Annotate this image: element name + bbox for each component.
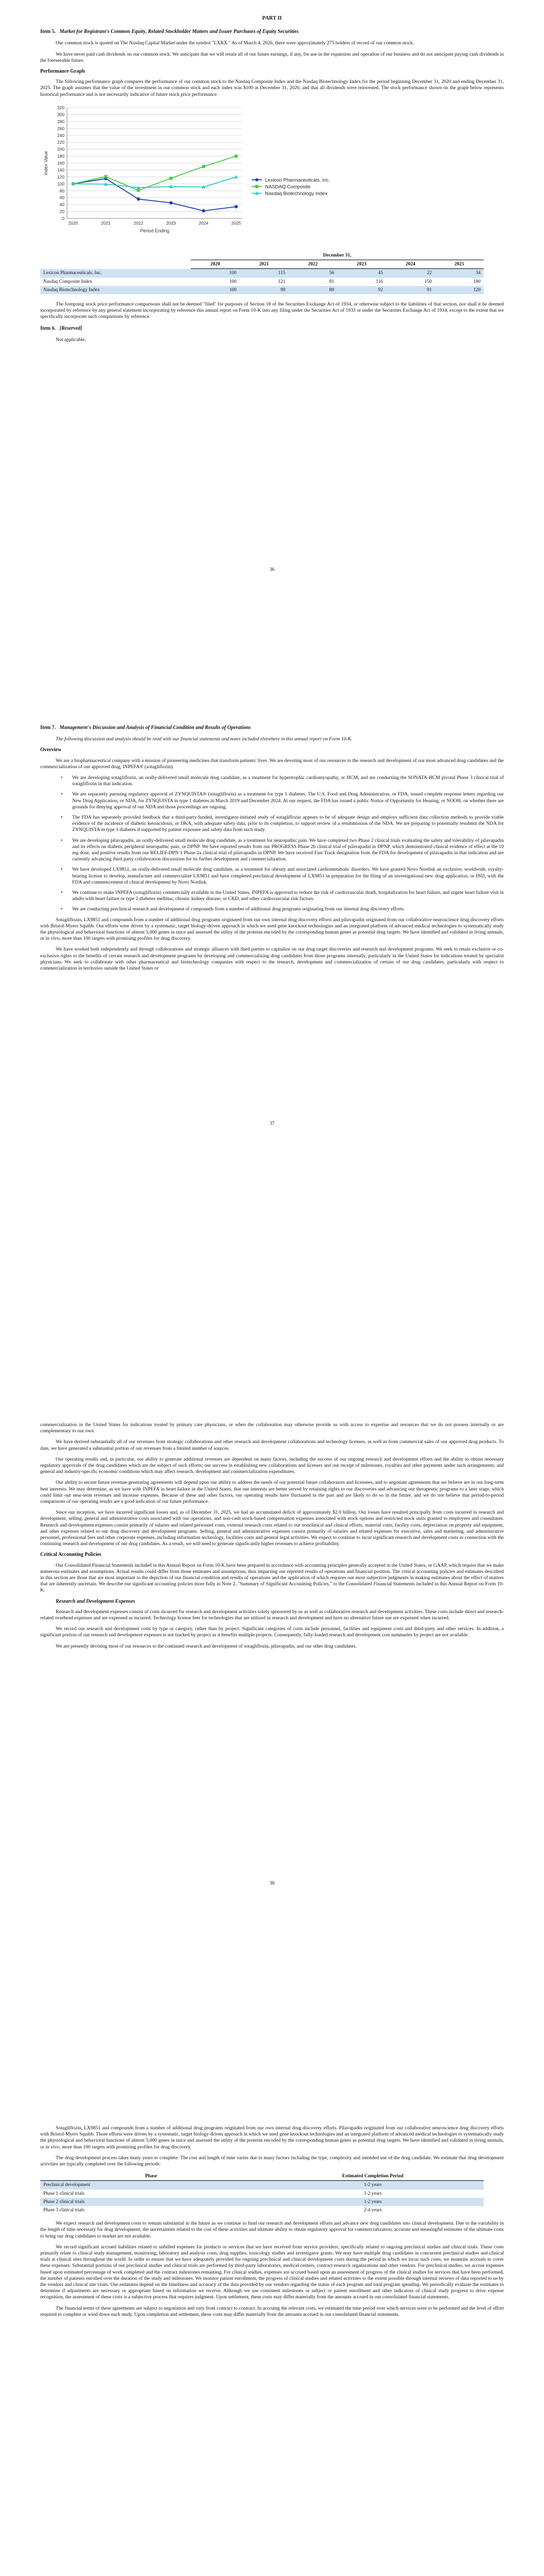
period-cell: 1-2 years <box>364 2191 382 2196</box>
item5-title: Market for Registrant's Common Equity, Related Stockholder Matters and Issuer Purchases of Equity Securities <box>59 29 299 35</box>
legend-label: Nasdaq Biotechnology Index <box>265 191 327 197</box>
performance-table <box>40 251 484 294</box>
value-cell: 34 <box>435 269 484 278</box>
table-row <box>40 286 484 294</box>
y-tick-label: 0 <box>62 215 64 221</box>
paragraph: Our ability to secure future revenue-generating agreements will depend upon our ability to address the needs of our potential future collaborators and licensees, and to negotiate agreements that we believe are in our long-term best interests. We may determine, as we have with INPEFA in heart failure in the United States, that our interests are better served by retaining rights to our discoveries and advancing our therapeutic programs to a later stage, which could limit our near-term revenues and increase expenses. Because of these and other factors, our operating results have fluctuated in the past and are likely to do so in the future, and we do not believe that period-to-period comparisons of our operating results are a good indication of our future performance. <box>40 1480 504 1505</box>
overview-bullet-list <box>40 775 504 913</box>
paragraph: Our Consolidated Financial Statements included in this Annual Report on Form 10-K have been prepared in accordance with accounting principles generally accepted in the United States, or GAAP, which require that we make numerous estimates and assumptions. Actual results could differ from those estimates and assumptions, thus impacting our reported results of operations and financial position. The critical accounting policies and estimates described in this section are those that are most important to the depiction of our financial condition and results of operations and the application of which requires our most subjective judgments in making estimates about the effect of matters that are inherently uncertain. We describe our significant accounting policies more fully in Note 2, "Summary of Significant Accounting Policies," to the Consolidated Financial Statements included in this Annual Report on Form 10-K. <box>40 1562 504 1594</box>
item6-number: Item 6. <box>40 325 56 331</box>
mdna-intro: The following discussion and analysis should be read with our financial statements and notes included elsewhere in this annual report on Form 10-K. <box>56 736 353 742</box>
overview-heading: Overview <box>40 747 62 753</box>
data-point <box>137 197 140 200</box>
year-column-header: 2020 <box>191 260 240 269</box>
period-column-header: Estimated Completion Period <box>262 2172 484 2181</box>
period-cell: 2-4 years <box>364 2208 382 2213</box>
phase-cell: Phase 3 clinical trials <box>43 2208 85 2213</box>
value-cell: 120 <box>435 286 484 294</box>
value-cell: 92 <box>337 286 386 294</box>
table-row <box>40 2206 484 2214</box>
value-cell: 100 <box>229 279 237 284</box>
paragraph: The drug development process takes many years to complete. The cost and length of time varies due to many factors including the type, complexity and intended use of the drug candidate. We estimate that drug development activities are typically completed over the following periods: <box>40 2155 504 2167</box>
data-point <box>202 209 205 212</box>
row-label: Lexicon Pharmaceuticals, Inc. <box>40 269 191 278</box>
phase-cell: Preclinical development <box>40 2181 262 2190</box>
x-tick-label: 2020 <box>68 220 78 226</box>
x-tick-label: 2021 <box>101 220 111 226</box>
y-tick-label: 300 <box>57 112 64 117</box>
data-point <box>104 175 107 178</box>
table-row <box>40 2198 484 2206</box>
list-item: • We are developing sotagliflozin, an orally-delivered small molecule drug candidate, as a treatment for hypertrophic cardiomyopathy, or HCM, and are conducting the SONATA-HCM pivotal Phase 3 clinical trial of sotagliflozin in that indication. <box>72 775 504 787</box>
data-point <box>137 189 140 192</box>
year-column-header: 2025 <box>435 260 484 269</box>
phase-cell: Phase 1 clinical trials <box>43 2191 85 2196</box>
x-tick-label: 2023 <box>166 220 176 226</box>
paragraph: We expect research and development costs to remain substantial in the future as we continue to fund our research and development efforts and advance new drug candidates into clinical development. Due to the variability in the length of time necessary for drug development, the uncertainties related to the cost of these activities and ultimate ability to obtain regulatory approval for commercialization, accurate and meaningful estimates of the ultimate costs to bring our drug candidates to market are not available. <box>40 2221 504 2239</box>
year-column-header: 2023 <box>337 260 386 269</box>
value-cell: 81 <box>329 279 334 284</box>
item6-title: [Reserved] <box>59 325 83 331</box>
y-tick-label: 180 <box>57 153 64 159</box>
row-label: Nasdaq Composite Index <box>43 279 92 284</box>
y-tick-label: 60 <box>59 195 64 200</box>
y-tick-label: 280 <box>57 118 64 124</box>
item7-number: Item 7. <box>40 725 56 731</box>
y-tick-label: 140 <box>57 167 64 173</box>
period-cell: 1-2 years <box>262 2198 484 2206</box>
series-line <box>73 179 236 211</box>
year-column-header: 2021 <box>240 260 289 269</box>
value-cell: 56 <box>288 269 337 278</box>
value-cell: 89 <box>288 286 337 294</box>
page-number: 38 <box>269 1880 275 1886</box>
value-cell: 180 <box>473 279 481 284</box>
paragraph: Our common stock is quoted on The Nasdaq Capital Market under the symbol "LXRX." As of March 4, 2026, there were approximately 275 holders of record of our common stock. <box>56 40 414 46</box>
page-39 <box>0 2110 544 2576</box>
legend-marker <box>255 185 258 188</box>
data-point <box>169 201 172 204</box>
item5-number: Item 5. <box>40 29 56 35</box>
list-item: • We are conducting preclinical research and development of compounds from a number of additional drug programs originating from our internal drug discovery efforts. <box>72 906 504 912</box>
paragraph: Research and development expenses consist of costs incurred for research and development activities solely sponsored by us as well as collaborative research and development activities. These costs include direct and research-related overhead expenses and are expensed as incurred. Technology license fees for technologies that are utilized in research and development and have no alternative future use are expensed when incurred. <box>40 1608 504 1621</box>
paragraph: Since our inception, we have incurred significant losses and, as of December 31, 2025, we had an accumulated deficit of approximately $2.0 billion. Our losses have resulted principally from costs incurred in research and development, selling, general and administrative costs associated with our operations, and non-cash stock-based compensation expenses associated with stock options and restricted stock units granted to employees and consultants. Research and development expenses consist primarily of salaries and related personnel costs, external research costs related to our nonclinical and clinical efforts, material costs, facility costs, depreciation on property and equipment, and other expenses related to our drug discovery and development programs. Selling, general and administrative expenses consist primarily of salaries and related expenses for executive, sales and marketing, and administrative personnel, professional fees and other corporate expenses, including information technology, facilities costs and general legal activities. We expect to continue to incur significant research and development costs in connection with the continuing research and development of our drug candidates. As a result, we will need to generate significantly higher revenues to achieve profitability. <box>40 1510 504 1547</box>
value-cell: 99 <box>240 286 289 294</box>
value-cell: 91 <box>386 286 435 294</box>
paragraph: We have never paid cash dividends on our common stock. We anticipate that we will retain all of our future earnings, if any, for use in the expansion and operation of our business and do not anticipate paying cash dividends in the foreseeable future. <box>40 51 504 63</box>
data-point <box>235 155 238 158</box>
paragraph: commercialization in the United States for indications treated by primary care physicians, or when the collaboration may otherwise provide us with access to expertise and resources that we do not possess internally or are complementary to our own. <box>40 1422 504 1434</box>
item7-heading <box>40 725 504 731</box>
performance-chart-svg <box>40 103 401 244</box>
paragraph: We record significant accrued liabilities related to unbilled expenses for products or services that we have received from service providers, specifically related to ongoing preclinical studies and clinical trials. These costs primarily relate to clinical study management, monitoring, laboratory and analysis costs, drug supplies, toxicology studies and investigator grants. We may have multiple drug candidates in concurrent preclinical studies and clinical trials at clinical sites throughout the world. In order to ensure that we have adequately provided for ongoing preclinical and clinical development costs during the period in which we incur such costs, we maintain accruals to cover these expenses. Substantial portions of our preclinical studies and clinical trials are performed by third-party laboratories, medical centers, contract research organizations and other vendors. For preclinical studies, we accrue expenses based upon estimated percentage of work completed and the contract milestones remaining. For clinical studies, expenses are accrued based upon an assessment of progress of the clinical studies for services that have been performed, the number of patients enrolled over the duration of the study and milestones. We monitor patient enrollment, the progress of clinical studies and related activities to the extent possible through internal reviews of data reported to us by the vendors and clinical site visits. Our estimates depend on the timeliness and accuracy of the data provided by our vendors regarding the status of each program and total program spending. We periodically evaluate the estimates to determine if adjustments are necessary or appropriate based on information we receive. Although we use consistent milestones or subject or patient enrollment and other indicators of clinical study progress to drive expense recognition, the assessment of these costs is a subjective process that requires judgment. Upon settlement, these costs may differ materially from the amounts accrued in our consolidated financial statements. <box>40 2244 504 2300</box>
page-36 <box>0 0 544 703</box>
paragraph: Not applicable. <box>56 336 86 343</box>
phase-table <box>40 2172 484 2214</box>
list-item: • We continue to make INPEFA (sotagliflozin) commercially available in the United States. INPEFA is approved to reduce the risk of cardiovascular death, hospitalization for heart failure, and urgent heart failure visit in adults with heart failure or type 2 diabetes mellitus, chronic kidney disease, or CKD, and other cardiovascular risk factors. <box>72 890 504 902</box>
paragraph: We are a biopharmaceutical company with a mission of pioneering medicines that transform patients' lives. We are devoting most of our resources to the research and development of our most advanced drug candidates and the commercialization of our approved drug, INPEFA® (sotagliflozin). <box>40 757 504 770</box>
critical-accounting-heading: Critical Accounting Policies <box>40 1552 102 1558</box>
value-cell: 150 <box>424 279 432 284</box>
paragraph: We have worked both independently and through collaborations and strategic alliances with third parties to capitalize on our drug target discoveries and research and development programs. We seek to retain exclusive or co-exclusive rights to the benefits of certain research and development programs by developing and commercializing drug candidates from those programs internally, particularly in the United States for indications treated by specialist physicians. We seek to collaborate with other pharmaceutical and biotechnology companies with respect to the research, development and commercialization of certain of our drug candidates, particularly with respect to commercialization in territories outside the United States or <box>40 946 504 972</box>
list-item: • We are separately pursuing regulatory approval of ZYNQUISTA® (sotagliflozin) as a treatment for type 1 diabetes. The U.S. Food and Drug Administration, or FDA, issued complete response letters regarding our New Drug Application, or NDA, for ZYNQUISTA in type 1 diabetes in March 2019 and December 2024. At our request, the FDA has issued a public Notice of Opportunity for Hearing, or NOOH, on whether there are grounds for denying approval of our NDA and those proceedings are ongoing. <box>72 791 504 810</box>
paragraph: We have derived substantially all of our revenues from strategic collaborations and other research and development collaborations and technology licenses, as well as from commercial sales of our approved drug products. To date, we have generated a substantial portion of our revenues from a limited number of sources. <box>40 1439 504 1451</box>
legend-marker <box>255 178 258 181</box>
rd-expenses-heading: Research and Development Expenses <box>56 1598 136 1604</box>
paragraph: The financial terms of these agreements are subject to negotiation and vary from contract to contract. In accruing the relevant costs, we estimated the time period over which services were to be performed and the level of effort required to complete or wind down each study. Upon completion and settlement, these costs may differ materially from the amounts accrued in our consolidated financial statements. <box>40 2305 504 2317</box>
legend-label: NASDAQ Composite <box>265 184 311 190</box>
table-span-header: December 31, <box>191 251 484 260</box>
y-tick-label: 240 <box>57 132 64 138</box>
page-38 <box>0 1406 544 2110</box>
value-cell: 100 <box>191 269 240 278</box>
phase-column-header: Phase <box>40 2172 262 2181</box>
y-tick-label: 260 <box>57 126 64 131</box>
y-tick-label: 320 <box>57 105 64 110</box>
y-tick-label: 120 <box>57 174 64 180</box>
y-tick-label: 200 <box>57 146 64 152</box>
table-row <box>40 269 484 278</box>
value-cell: 100 <box>191 286 240 294</box>
year-column-header: 2022 <box>288 260 337 269</box>
paragraph: Sotagliflozin, LX9851 and compounds from a number of additional drug programs originated from our own internal drug discovery efforts and pilavapadin originated from our collaborative neuroscience drug discovery efforts with Bristol-Myers Squibb. Our efforts were driven by a systematic, target biology-driven approach in which we used gene knockout technologies and an integrated platform of advanced medical technologies to systematically study the physiological and behavioral functions of almost 5,000 genes in mice and assessed the utility of the proteins encoded by the corresponding human genes as potential drug targets. We have identified and validated in living animals, or in vivo, more than 100 targets with promising profiles for drug discovery. <box>40 917 504 942</box>
paragraph: We record our research and development costs by type or category, rather than by project. Significant categories of costs include personnel, facilities and equipment costs and third-party and other services. In addition, a significant portion of our research and development expenses is not tracked by project as it benefits multiple projects. Consequently, fully-loaded research and development cost summaries by project are not available. <box>40 1626 504 1638</box>
value-cell: 121 <box>278 279 286 284</box>
performance-chart <box>40 103 401 246</box>
value-cell: 45 <box>337 269 386 278</box>
item5-heading <box>40 29 504 35</box>
x-axis-label: Period Ending <box>140 228 170 233</box>
item7-title: Management's Discussion and Analysis of Financial Condition and Results of Operations <box>59 725 251 731</box>
paragraph: We are presently devoting most of our resources to the continued research and development of sotagliflozin, pilavapadin, and our other drug candidates. <box>56 1643 357 1649</box>
part-title: PART II <box>262 15 282 21</box>
data-point <box>170 177 173 180</box>
list-item: • The FDA has separately provided feedback that a third-party-funded, investigator-initiated study of sotagliflozin appears to be of adequate design and employs sufficient data collection methods to provide viable evidence of the incidence of diabetic ketoacidosis, or DKA, with adequate safety data, prior to its completion, to support review of a resubmission of the NDA. We are preparing to potentially resubmit the NDA for ZYNQUISTA in type 1 diabetes if supported by patient exposure and safety data from such study. <box>72 815 504 834</box>
y-tick-label: 220 <box>57 140 64 145</box>
list-item: • We have developed LX9851, an orally-delivered small molecule drug candidate, as a treatment for obesity and associated cardiometabolic disorders. We have granted Novo Nordisk an exclusive, worldwide, royalty-bearing license to develop, manufacture and commercialize LX9851 and have completed preclinical development of LX9851 in preparation for the filing of an investigational new drug application, or IND, with the FDA and commencement of clinical development by Novo Nordisk. <box>72 867 504 886</box>
value-cell: 22 <box>386 269 435 278</box>
legend-label: Lexicon Pharmaceuticals, Inc. <box>265 177 331 183</box>
y-tick-label: 160 <box>57 160 64 166</box>
y-tick-label: 20 <box>59 209 64 214</box>
data-point <box>235 205 238 208</box>
series-line <box>73 156 236 191</box>
y-axis-label: Index Value <box>43 150 48 175</box>
paragraph: Our operating results and, in particular, our ability to generate additional revenues are dependent on many factors, including the success of our ongoing research and development efforts and the ability to obtain necessary regulatory approvals of the drug candidates which are the subject of such efforts; our success in establishing new collaborations and licenses and our receipt of milestones, royalties and other payments under such arrangements; and general and industry-specific economic conditions which may affect research, development and commercialization expenditures. <box>40 1456 504 1475</box>
x-tick-label: 2025 <box>231 220 241 226</box>
item6-heading <box>40 326 504 332</box>
row-label: Nasdaq Biotechnology Index <box>40 286 191 294</box>
paragraph: The following performance graph compares the performance of our common stock to the Nasdaq Composite Index and the Nasdaq Biotechnology Index for the period beginning December 31, 2020 and ending December 31, 2025. The graph assumes that the value of the investment in our common stock and each index was $100 at December 31, 2020, and that all dividends were reinvested. The stock performance shown on the graph below represents historical performance and is not necessarily indicative of future stock price performance. <box>40 79 504 97</box>
y-tick-label: 80 <box>59 188 64 194</box>
x-tick-label: 2024 <box>199 220 209 226</box>
list-item: • We are developing pilavapadin, an orally-delivered small molecule drug candidate, as a treatment for neuropathic pain. We have completed two Phase 2 clinical trials evaluating the safety and tolerability of pilavapadin and its effects on diabetic peripheral neuropathic pain, or DPNP. We have reported results from our PROGRESS Phase 2b clinical trial of pilavapadin in DPNP, which demonstrated clinical evidence of effect at the 10 mg dose, and positive results from our RELIEF-DPN 1 Phase 2a clinical trial of pilavapadin in DPNP. We have received Fast Track designation from the FDA for development of pilavapadin in that indication and are currently advancing third party collaboration discussions for its further development and commercialization. <box>72 838 504 863</box>
x-tick-label: 2022 <box>133 220 143 226</box>
table-row <box>40 278 484 286</box>
value-cell: 115 <box>240 269 289 278</box>
y-tick-label: 40 <box>59 201 64 207</box>
page-37 <box>0 703 544 1406</box>
data-point <box>202 165 205 168</box>
value-cell: 116 <box>375 279 383 284</box>
paragraph: Sotagliflozin, LX9851 and compounds from a number of additional drug programs originated from our own internal drug discovery efforts. Pilavapadin originated from our collaborative neuroscience drug discovery efforts with Bristol-Myers Squibb. Those efforts were driven by a systematic, target biology-driven approach in which we used gene knockout technologies and an integrated platform of advanced medical technologies to systematically study the physiological and behavioral functions of almost 5,000 genes in mice and assessed the utility of the proteins encoded by the corresponding human genes as potential drug targets. We have identified and validated in living animals, or in vivo, more than 100 targets with promising profiles for drug discovery. <box>40 2125 504 2150</box>
page-number: 37 <box>269 1121 275 1126</box>
performance-graph-heading: Performance Graph <box>40 69 85 75</box>
table-row <box>40 2190 484 2198</box>
phase-cell: Phase 2 clinical trials <box>40 2198 262 2206</box>
period-cell: 1-2 years <box>262 2181 484 2190</box>
y-tick-label: 100 <box>57 181 64 187</box>
table-row <box>40 2181 484 2190</box>
paragraph: The foregoing stock price performance comparisons shall not be deemed "filed" for purposes of Section 18 of the Securities Exchange Act of 1934, or otherwise subject to the liabilities of that section, nor shall it be deemed incorporated by reference by any general statement incorporating by reference this annual report on Form 10-K into any filing under the Securities Act of 1933 or under the Securities Exchange Act of 1934, except to the extent that we specifically incorporate such comparisons by reference. <box>40 301 504 320</box>
page-number: 36 <box>269 567 275 572</box>
year-column-header: 2024 <box>386 260 435 269</box>
